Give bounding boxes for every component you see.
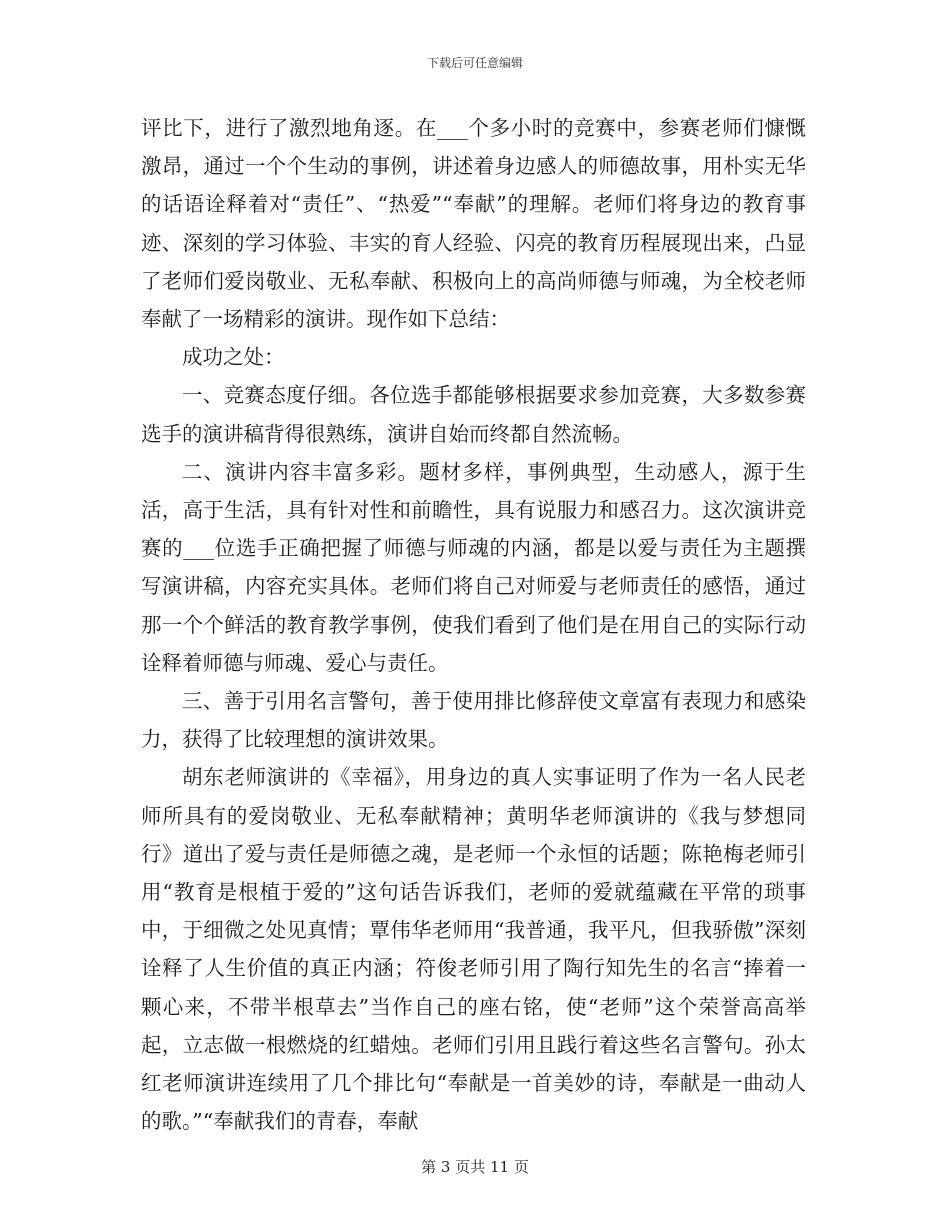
paragraph-point-two: 二、演讲内容丰富多彩。题材多样，事例典型，生动感人，源于生活，高于生活，具有针对性和前瞻性，具有说服力和感召力。这次演讲竞赛的___位选手正确把握了师德与师魂的内涵，都是以爱与责任为主题撰写演讲稿，内容充实具体。老师们将自己对师爱与老师责任的感悟，通过那一个个鲜活的教育教学事例，使我们看到了他们是在用自己的实际行动诠释着师德与师魂、爱心与责任。 — [141, 459, 806, 675]
page-footer: 第 3 页共 11 页 — [421, 1158, 529, 1176]
paragraph-success-heading: 成功之处： — [182, 345, 285, 370]
paragraph-point-one: 一、竞赛态度仔细。各位选手都能够根据要求参加竞赛，大多数参赛选手的演讲稿背得很熟练，演讲自始而终都自然流畅。 — [141, 383, 806, 446]
paragraph-examples: 胡东老师演讲的《幸福》，用身边的真人实事证明了作为一名人民老师所具有的爱岗敬业、无私奉献精神；黄明华老师演讲的《我与梦想同行》道出了爱与责任是师德之魂，是老师一个永恒的话题；陈艳梅老师引用“教育是根植于爱的”这句话告诉我们，老师的爱就蕴藏在平常的琐事中，于细微之处见真情；覃伟华老师用“我普通，我平凡，但我骄傲”深刻诠释了人生价值的真正内涵；符俊老师引用了陶行知先生的名言“捧着一颗心来，不带半根草去”当作自己的座右铭，使“老师”这个荣誉高高举起，立志做一根燃烧的红蜡烛。老师们引用且践行着这些名言警句。孙太红老师演讲连续用了几个排比句“奉献是一首美妙的诗，奉献是一曲动人的歌。”“奉献我们的青春，奉献 — [141, 765, 806, 1134]
paragraph-point-three: 三、善于引用名言警句，善于使用排比修辞使文章富有表现力和感染力，获得了比较理想的演讲效果。 — [141, 689, 806, 752]
page-header: 下载后可任意编辑 — [426, 56, 523, 70]
paragraph-intro: 评比下，进行了激烈地角逐。在___个多小时的竞赛中，参赛老师们慷慨激昂，通过一个个生动的事例，讲述着身边感人的师德故事，用朴实无华的话语诠释着对“责任”、“热爱”“奉献”的理解。老师们将身边的教育事迹、深刻的学习体验、丰实的育人经验、闪亮的教育历程展现出来，凸显了老师们爱岗敬业、无私奉献、积极向上的高尚师德与师魂，为全校老师奉献了一场精彩的演讲。现作如下总结： — [141, 116, 806, 332]
document-body — [141, 109, 806, 1140]
